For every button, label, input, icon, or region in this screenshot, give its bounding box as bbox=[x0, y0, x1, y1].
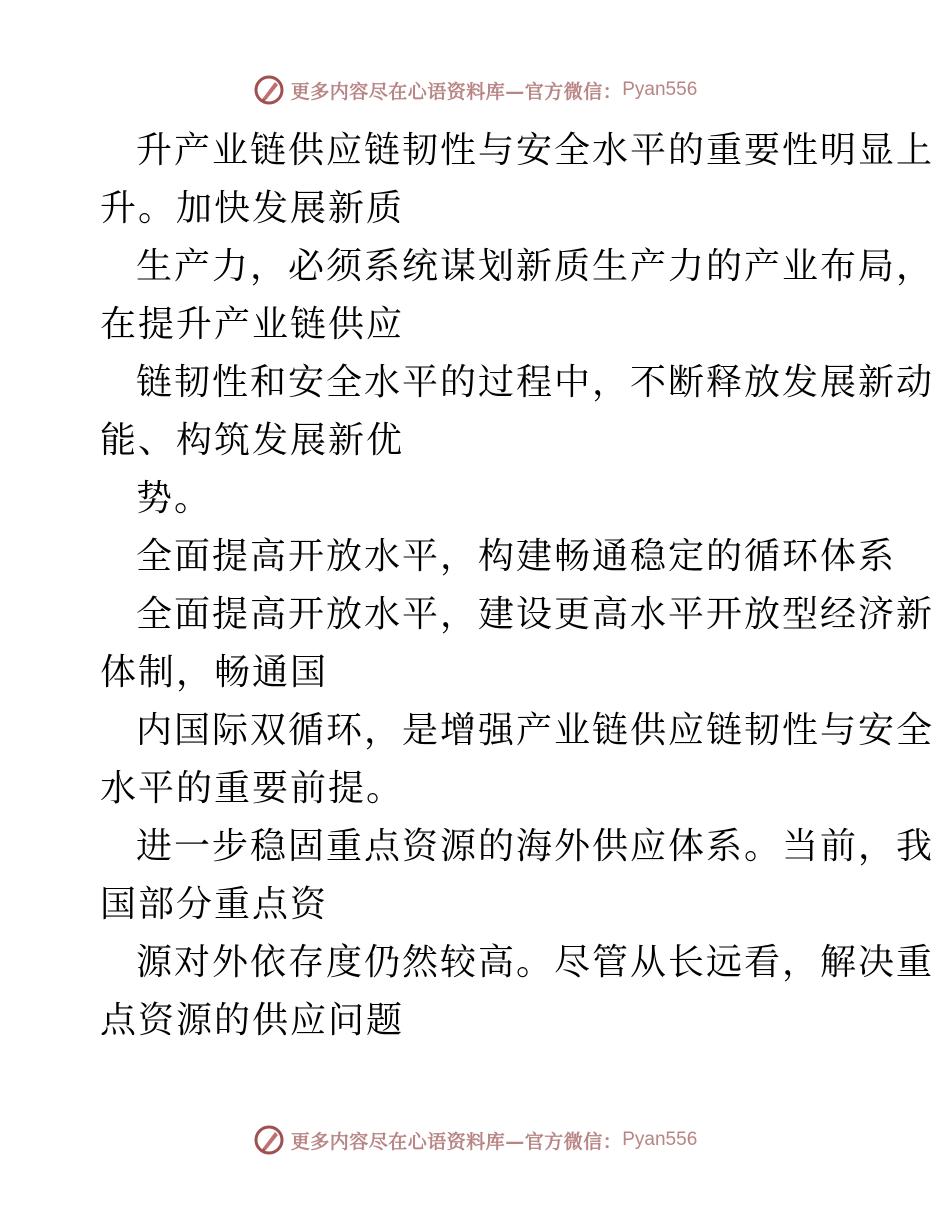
text-line: 链韧性和安全水平的过程中，不断释放发展新动 bbox=[136, 362, 935, 403]
text-line: 水平的重要前提。 bbox=[100, 768, 405, 809]
text-line: 点资源的供应问题 bbox=[100, 1000, 405, 1041]
text-line: 升。加快发展新质 bbox=[100, 188, 405, 229]
header-watermark-inner bbox=[253, 70, 698, 110]
footer-watermark-inner bbox=[253, 1120, 698, 1160]
text-line: 国部分重点资 bbox=[100, 884, 329, 925]
text-line: 势。 bbox=[136, 478, 213, 519]
text-line: 升产业链供应链韧性与安全水平的重要性明显上 bbox=[136, 130, 935, 171]
text-line: 在提升产业链供应 bbox=[100, 304, 405, 345]
pen-logo-icon bbox=[253, 74, 285, 106]
text-line: 生产力，必须系统谋划新质生产力的产业布局， bbox=[136, 246, 935, 287]
text-line: 体制，畅通国 bbox=[100, 652, 329, 693]
footer-watermark-handle: Pyan556 bbox=[622, 1129, 698, 1150]
document-body bbox=[100, 122, 935, 1050]
section-heading: 全面提高开放水平，构建畅通稳定的循环体系 bbox=[136, 536, 897, 577]
text-line: 能、构筑发展新优 bbox=[100, 420, 405, 461]
text-line: 源对外依存度仍然较高。尽管从长远看，解决重 bbox=[136, 942, 935, 983]
text-line: 全面提高开放水平，建设更高水平开放型经济新 bbox=[136, 594, 935, 635]
header-watermark-handle: Pyan556 bbox=[622, 79, 698, 100]
footer-watermark bbox=[0, 1120, 950, 1160]
text-line: 内国际双循环，是增强产业链供应链韧性与安全 bbox=[136, 710, 935, 751]
header-watermark bbox=[0, 70, 950, 110]
text-line: 进一步稳固重点资源的海外供应体系。当前，我 bbox=[136, 826, 935, 867]
footer-watermark-text: 更多内容尽在心语资料库—官方微信： bbox=[290, 1130, 623, 1153]
header-watermark-text: 更多内容尽在心语资料库—官方微信： bbox=[290, 80, 623, 103]
pen-logo-icon bbox=[253, 1124, 285, 1156]
